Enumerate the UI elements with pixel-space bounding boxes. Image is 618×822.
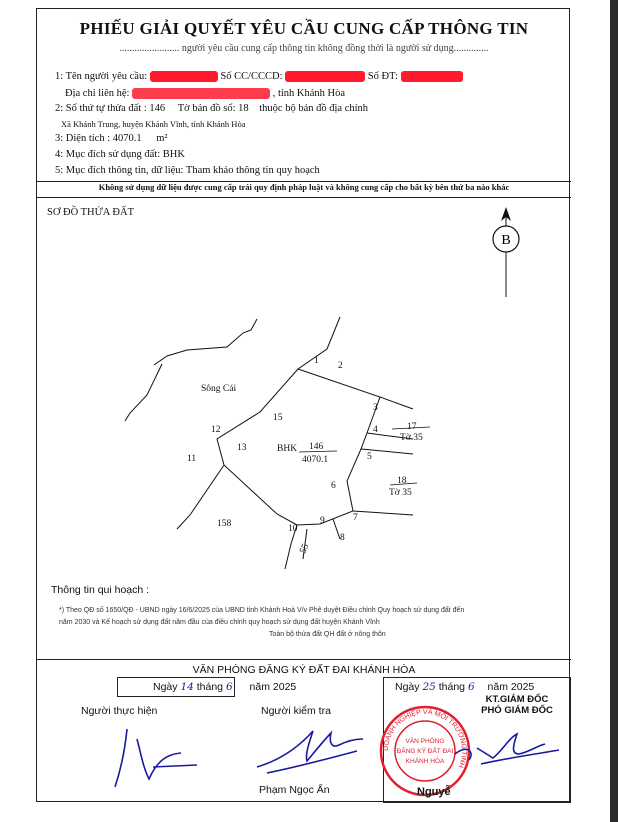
neighbor-158: 158 (217, 519, 232, 529)
director-signature (447, 724, 567, 774)
phone-label: Số ĐT: (367, 71, 398, 82)
commune-line: Xã Khánh Trung, huyện Khánh Vĩnh, tỉnh Khánh Hòa (61, 119, 246, 129)
date-right-month: 6 (467, 681, 475, 693)
vertex-2: 2 (338, 361, 343, 371)
parcel-row (55, 103, 368, 114)
purpose-row (55, 165, 320, 176)
vertex-5: 5 (367, 452, 372, 462)
stamp-center-2: ĐĂNG KÝ ĐẤT ĐAI (396, 748, 454, 755)
redacted-phone (401, 71, 463, 82)
north-label: B (501, 233, 511, 248)
usage-warning: Không sử dụng dữ liệu được cung cấp trái quy định pháp luật và không cung cấp cho bất kỳ bên thứ ba nào khác (98, 182, 510, 192)
purpose-label: 5: Mục đích thông tin, dữ liệu: (55, 165, 184, 176)
map-sheet-value: 18 (238, 103, 249, 114)
vertex-13: 13 (237, 443, 247, 453)
planning-line-3: Toàn bộ thửa đất QH đất ở nông thôn (269, 631, 386, 638)
vertex-3: 3 (373, 403, 378, 413)
date-right-year: 2025 (510, 681, 535, 693)
parcel-number-value: 146 (149, 103, 166, 114)
vertex-9: 9 (320, 516, 325, 526)
divider-warning (37, 197, 571, 198)
map-sheet-suffix: thuộc bộ bản đồ địa chính (259, 103, 369, 114)
map-section-title: SƠ ĐỒ THỬA ĐẤT (47, 207, 134, 218)
date-right-prefix: Ngày (395, 681, 420, 693)
vertex-7: 7 (353, 513, 358, 523)
redacted-address (132, 88, 270, 99)
date-left-day: 14 (180, 681, 194, 693)
redacted-cccd (285, 71, 365, 82)
boundary-7-18 (353, 511, 413, 515)
date-left-prefix: Ngày (153, 681, 178, 693)
river-bank-left (125, 364, 162, 421)
document-frame (36, 8, 570, 802)
planning-line-2: năm 2030 và Kế hoạch sử dụng đất năm đầu của điều chỉnh quy hoạch sử dụng đất huyện Khánh Vĩnh (59, 619, 380, 626)
boundary-9-8 (333, 519, 340, 539)
director-title-1: KT.GIÁM ĐỐC (485, 694, 549, 705)
stamp-center-1: VĂN PHÒNG (405, 738, 445, 745)
area-unit: m² (156, 133, 168, 144)
parcel-number-label: 2: Số thứ tự thửa đất : (55, 103, 147, 114)
date-right (395, 681, 534, 693)
neighbor-17-sheet: Tờ 35 (400, 433, 423, 443)
vertex-1: 1 (314, 356, 319, 366)
planning-line-1: *) Theo QĐ số 1650/QĐ - UBND ngày 16/6/2025 của UBND tỉnh Khánh Hoà V/v Phê duyệt Điều chỉnh Quy hoạch sử dụng đất đến (59, 607, 465, 614)
divider-footer (37, 659, 571, 660)
stamp-center-3: KHÁNH HÒA (405, 758, 445, 765)
neighbor-18-number: 18 (397, 476, 407, 486)
stamp-ring-text: DOANH NGHIỆP VÀ MÔI TRƯỜNG TỈNH (382, 708, 468, 769)
parcel-map (37, 199, 571, 589)
map-sheet-label: Tờ bản đồ số: (177, 103, 236, 114)
river-label: Sông Cái (201, 384, 237, 394)
neighbor-55: 55 (298, 542, 312, 556)
vertex-11: 11 (187, 454, 197, 464)
parcel-area: 4070.1 (302, 455, 329, 465)
requester-row (55, 71, 463, 82)
river-bank-right (298, 317, 340, 369)
purpose-value: Tham khảo thông tin quy hoạch (185, 165, 320, 176)
date-right-month-label: tháng (438, 681, 466, 693)
checker-label: Người kiểm tra (261, 705, 331, 717)
north-arrow (493, 207, 519, 297)
office-name: VĂN PHÒNG ĐĂNG KÝ ĐẤT ĐAI KHÁNH HÒA (192, 664, 416, 676)
land-use-value: BHK (162, 149, 185, 160)
land-use-label: 4: Mục đích sử dụng đất: (55, 149, 161, 160)
vertex-6: 6 (331, 481, 336, 491)
vertex-15: 15 (273, 413, 283, 423)
river-bank-upper (154, 319, 257, 365)
date-right-year-label: năm (487, 681, 508, 693)
address-label: Địa chỉ liên hệ: (65, 88, 130, 99)
date-left (153, 681, 296, 693)
cccd-label: Số CC/CCCD: (220, 71, 283, 82)
neighbor-17-number: 17 (407, 422, 417, 432)
document-subtitle: ........................ người yêu cầu cung cấp thông tin không đồng thời là người sử dụng.............. (119, 43, 489, 54)
area-row (55, 133, 168, 144)
date-left-year: 2025 (272, 681, 297, 693)
area-value: 4070.1 (112, 133, 142, 144)
scan-edge (610, 0, 618, 822)
date-left-year-label: năm (249, 681, 270, 693)
vertex-12: 12 (211, 425, 221, 435)
requester-label: 1: Tên người yêu cầu: (55, 71, 148, 82)
director-name: Nguyễ (417, 786, 451, 798)
date-left-month: 6 (225, 681, 233, 693)
vertex-8: 8 (340, 533, 345, 543)
planning-title: Thông tin qui hoạch : (51, 584, 150, 596)
performer-signature (97, 719, 207, 794)
checker-signature (247, 709, 367, 781)
neighbor-18-sheet: Tờ 35 (389, 488, 412, 498)
vertex-10: 10 (288, 524, 298, 534)
address-province: , tỉnh Khánh Hòa (272, 88, 346, 99)
document-title: PHIẾU GIẢI QUYẾT YÊU CẦU CUNG CẤP THÔNG TIN (79, 19, 529, 38)
vertex-4: 4 (373, 425, 378, 435)
performer-label: Người thực hiện (81, 705, 158, 717)
address-row (65, 88, 345, 99)
date-right-day: 25 (422, 681, 436, 693)
redacted-name (150, 71, 218, 82)
area-label: 3: Diện tích : (55, 133, 111, 144)
boundary-3-17 (380, 397, 413, 409)
parcel-number: 146 (309, 442, 324, 452)
director-title-2: PHÓ GIÁM ĐỐC (481, 705, 553, 716)
parcel-code: BHK (277, 444, 298, 454)
land-use-row (55, 149, 185, 160)
date-left-month-label: tháng (196, 681, 224, 693)
checker-name: Phạm Ngọc Ẩn (259, 784, 330, 796)
